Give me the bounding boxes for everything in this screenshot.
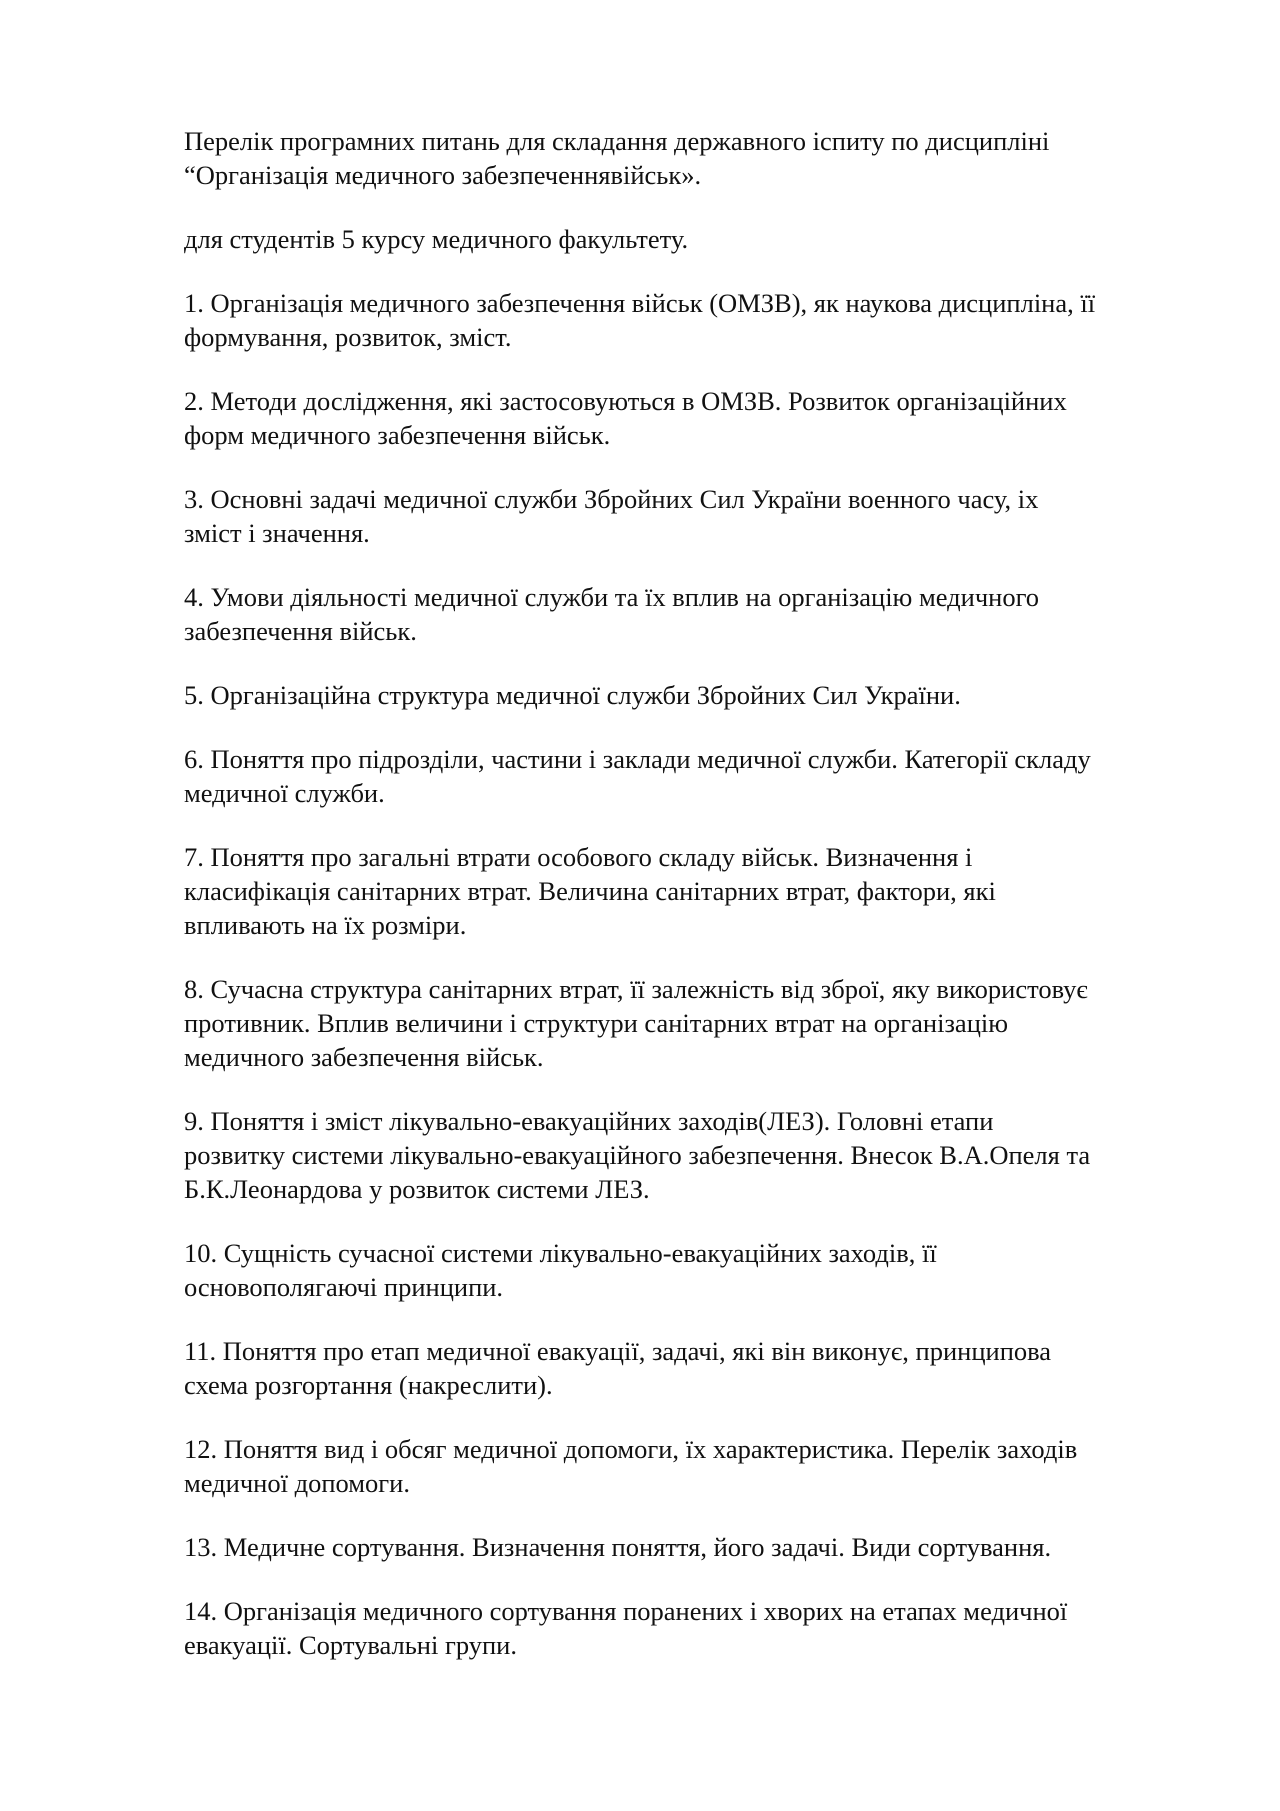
question-line: противник. Вплив величини і структури санітарних втрат на організацію xyxy=(184,1008,1009,1038)
question-line: 2. Методи дослідження, які застосовуються в ОМЗВ. Розвиток організаційних xyxy=(184,386,1067,416)
question-line: 6. Поняття про підрозділи, частини і заклади медичної служби. Категорії складу xyxy=(184,744,1091,774)
question-line: основополягаючі принципи. xyxy=(184,1272,504,1302)
question-item xyxy=(184,482,1194,550)
question-line: 9. Поняття і зміст лікувально-евакуаційних заходів(ЛЕЗ). Головні етапи xyxy=(184,1106,994,1136)
question-line: 8. Сучасна структура санітарних втрат, її залежність від зброї, яку використовує xyxy=(184,974,1088,1004)
question-line: Б.К.Леонардова у розвиток системи ЛЕЗ. xyxy=(184,1174,650,1204)
questions-list xyxy=(184,286,1194,1662)
question-line: медичної служби. xyxy=(184,778,385,808)
question-line: зміст і значення. xyxy=(184,518,370,548)
question-line: 7. Поняття про загальні втрати особового складу військ. Визначення і xyxy=(184,842,973,872)
document-body xyxy=(184,124,1194,1692)
document-subtitle xyxy=(184,222,1194,256)
question-line: медичного забезпечення військ. xyxy=(184,1042,544,1072)
question-item xyxy=(184,1236,1194,1304)
question-line: 11. Поняття про етап медичної евакуації, задачі, які він виконує, принципова xyxy=(184,1336,1052,1366)
question-item xyxy=(184,1104,1194,1206)
question-line: 10. Сущність сучасної системи лікувально-евакуаційних заходів, її xyxy=(184,1238,937,1268)
question-item xyxy=(184,286,1194,354)
title-line: “Організація медичного забезпеченнявійськ». xyxy=(184,160,702,190)
question-line: 12. Поняття вид і обсяг медичної допомоги, їх характеристика. Перелік заходів xyxy=(184,1434,1078,1464)
question-line: формування, розвиток, зміст. xyxy=(184,322,512,352)
question-item xyxy=(184,1432,1194,1500)
question-line: впливають на їх розміри. xyxy=(184,910,467,940)
question-line: 4. Умови діяльності медичної служби та їх вплив на організацію медичного xyxy=(184,582,1040,612)
subtitle-line: для студентів 5 курсу медичного факультету. xyxy=(184,224,689,254)
question-line: форм медичного забезпечення військ. xyxy=(184,420,611,450)
question-line: 13. Медичне сортування. Визначення поняття, його задачі. Види сортування. xyxy=(184,1532,1052,1562)
document-title xyxy=(184,124,1194,192)
title-line: Перелік програмних питань для складання державного іспиту по дисципліні xyxy=(184,126,1050,156)
question-item xyxy=(184,580,1194,648)
question-item xyxy=(184,840,1194,942)
question-line: 1. Організація медичного забезпечення військ (ОМЗВ), як наукова дисципліна, її xyxy=(184,288,1096,318)
question-line: евакуації. Сортувальні групи. xyxy=(184,1630,517,1660)
question-item xyxy=(184,1594,1194,1662)
question-line: 3. Основні задачі медичної служби Збройних Сил України военного часу, іх xyxy=(184,484,1039,514)
question-line: розвитку системи лікувально-евакуаційного забезпечення. Внесок В.А.Опеля та xyxy=(184,1140,1091,1170)
question-item xyxy=(184,1334,1194,1402)
question-line: класифікація санітарних втрат. Величина санітарних втрат, фактори, які xyxy=(184,876,996,906)
question-item xyxy=(184,972,1194,1074)
question-line: 14. Організація медичного сортування поранених і хворих на етапах медичної xyxy=(184,1596,1068,1626)
question-item xyxy=(184,678,1194,712)
question-item xyxy=(184,742,1194,810)
question-line: схема розгортання (накреслити). xyxy=(184,1370,553,1400)
question-line: 5. Організаційна структура медичної служби Збройних Сил України. xyxy=(184,680,961,710)
question-line: забезпечення військ. xyxy=(184,616,417,646)
question-item xyxy=(184,384,1194,452)
question-item xyxy=(184,1530,1194,1564)
question-line: медичної допомоги. xyxy=(184,1468,410,1498)
